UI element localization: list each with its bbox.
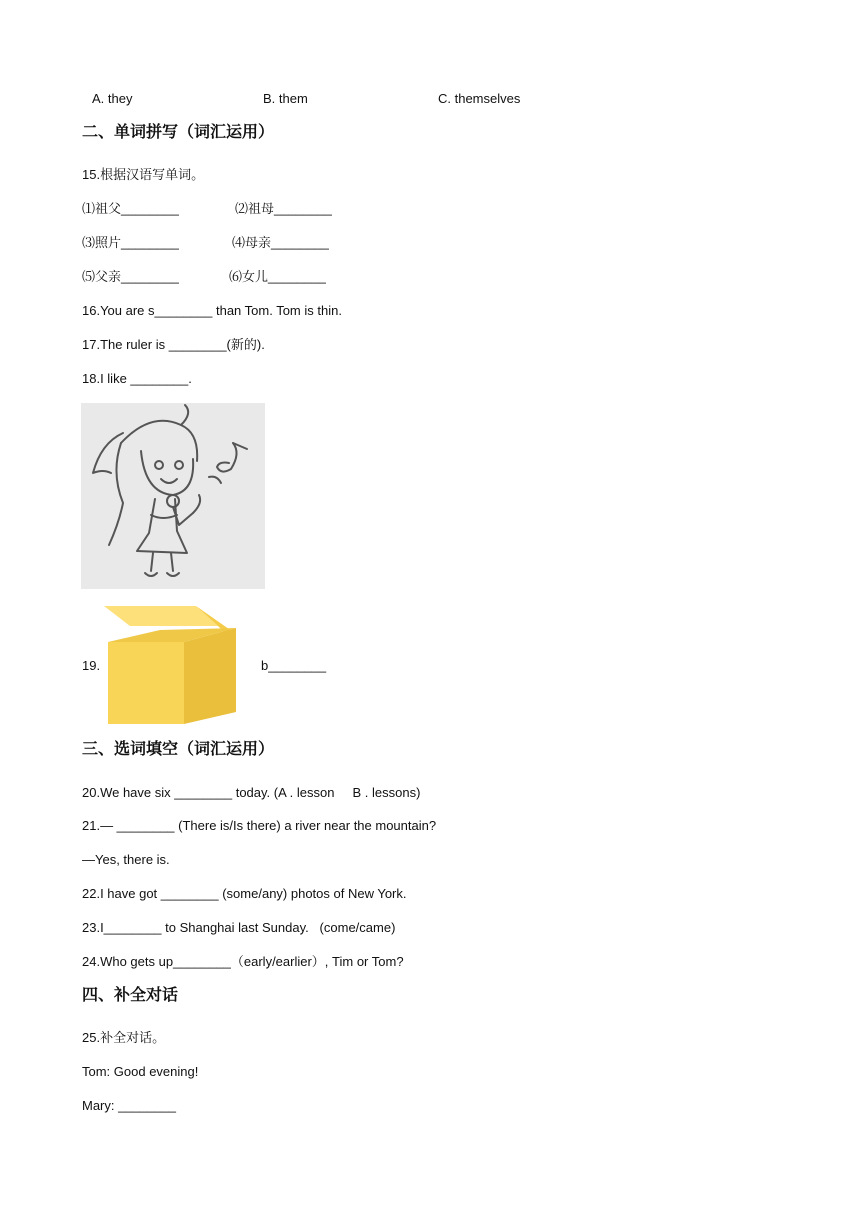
q15-item-6: ⑹女儿________ xyxy=(229,269,326,284)
q17: 17.The ruler is ________(新的). xyxy=(82,337,265,352)
q21-reply: —Yes, there is. xyxy=(82,852,170,867)
q15-item-5: ⑸父亲________ xyxy=(82,269,179,284)
q15-item-2: ⑵祖母________ xyxy=(235,201,332,216)
dialogue-line-2: Mary: ________ xyxy=(82,1098,176,1113)
option-b: B. them xyxy=(263,91,308,106)
open-yellow-box-illustration xyxy=(100,604,238,724)
q15-item-1: ⑴祖父________ xyxy=(82,201,179,216)
q22: 22.I have got ________ (some/any) photos of New York. xyxy=(82,886,407,901)
option-c: C. themselves xyxy=(438,91,521,106)
q18: 18.I like ________. xyxy=(82,371,192,386)
q21: 21.— ________ (There is/Is there) a river near the mountain? xyxy=(82,818,437,833)
section-2-heading: 二、单词拼写（词汇运用） xyxy=(82,122,275,141)
q23: 23.I________ to Shanghai last Sunday. (come/came) xyxy=(82,920,396,935)
section-3-heading: 三、选词填空（词汇运用） xyxy=(82,739,275,758)
q25-stem: 25.补全对话。 xyxy=(82,1030,166,1045)
option-a: A. they xyxy=(92,91,133,106)
q24: 24.Who gets up________（early/earlier）, Tim or Tom? xyxy=(82,954,404,969)
dialogue-line-1: Tom: Good evening! xyxy=(82,1064,199,1079)
q19-blank: b________ xyxy=(261,658,327,673)
q20: 20.We have six ________ today. (A . lesson B . lessons) xyxy=(82,785,421,800)
q16: 16.You are s________ than Tom. Tom is thin. xyxy=(82,303,342,318)
q15-item-3: ⑶照片________ xyxy=(82,235,179,250)
q19-number: 19. xyxy=(82,658,101,673)
q15-stem: 15.根据汉语写单词。 xyxy=(82,167,205,182)
q15-item-4: ⑷母亲________ xyxy=(232,235,329,250)
section-4-heading: 四、补全对话 xyxy=(82,985,179,1004)
singing-girl-illustration xyxy=(81,403,265,589)
